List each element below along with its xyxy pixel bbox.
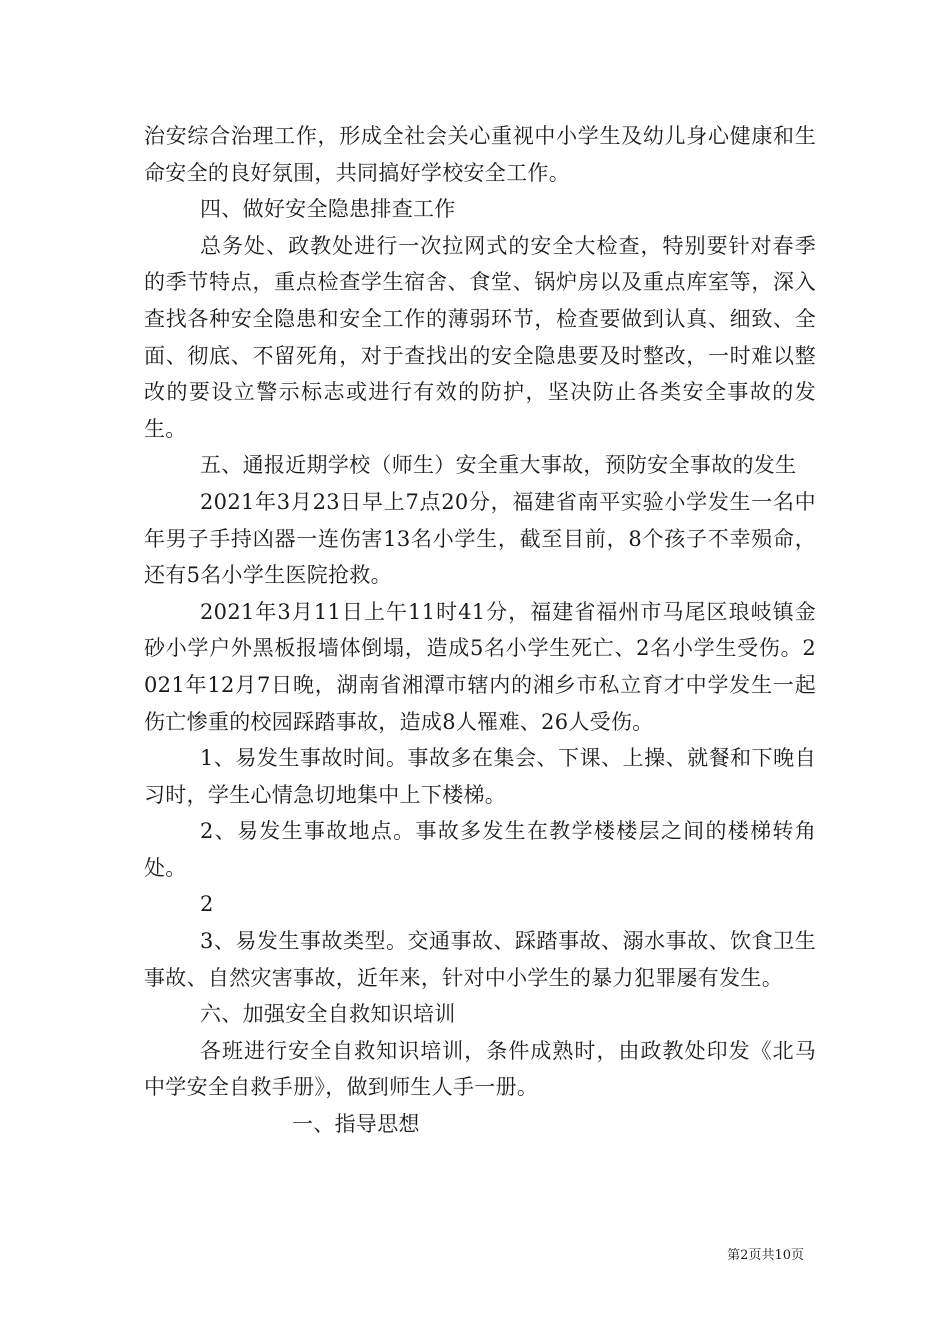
paragraph-training: 各班进行安全自救知识培训，条件成熟时，由政教处印发《北马中学安全自救手册》，做到师生人手一册。 [144,1038,816,1100]
list-item-accident-type: 3、易发生事故类型。交通事故、踩踏事故、溺水事故、饮食卫生事故、自然灾害事故，近年来，针对中小学生的暴力犯罪屡有发生。 [144,929,816,990]
list-item-accident-time: 1、易发生事故时间。事故多在集会、下课、上操、就餐和下晚自习时，学生心情急切地集中上下楼梯。 [144,746,816,807]
paragraph-incident-fuzhou-xiangtan: 2021年3月11日上午11时41分，福建省福州市马尾区琅岐镇金砂小学户外黑板报墙体倒塌，造成5名小学生死亡、2名小学生受伤。2021年12月7日晚，湖南省湘潭市辖内的湘乡市私立育才中学发生一起伤亡惨重的校园踩踏事故，造成8人罹难、26人受伤。 [144,599,816,734]
stray-number: 2 [200,892,214,917]
heading-guiding-thought: 一、指导思想 [292,1112,420,1137]
paragraph-continuation: 治安综合治理工作，形成全社会关心重视中小学生及幼儿身心健康和生命安全的良好氛围，共同搞好学校安全工作。 [144,124,816,185]
list-item-accident-location: 2、易发生事故地点。事故多发生在教学楼楼层之间的楼梯转角处。 [144,819,816,880]
section-heading-5: 五、通报近期学校（师生）安全重大事故，预防安全事故的发生 [200,453,797,478]
paragraph-incident-nanping: 2021年3月23日早上7点20分，福建省南平实验小学发生一名中年男子手持凶器一连伤害13名小学生，截至目前，8个孩子不幸殒命，还有5名小学生医院抢救。 [144,489,816,588]
document-body [144,118,816,1143]
section-heading-6: 六、加强安全自救知识培训 [200,1002,456,1027]
section-heading-4: 四、做好安全隐患排查工作 [200,197,456,222]
paragraph-inspection: 总务处、政教处进行一次拉网式的安全大检查，特别要针对春季的季节特点，重点检查学生宿舍、食堂、锅炉房以及重点库室等，深入查找各种安全隐患和安全工作的薄弱环节，检查要做到认真、细致、全面、彻底、不留死角，对于查找出的安全隐患要及时整改，一时难以整改的要设立警示标志或进行有效的防护，坚决防止各类安全事故的发生。 [144,233,816,441]
page-number-footer: 第2页共10页 [727,1248,804,1263]
